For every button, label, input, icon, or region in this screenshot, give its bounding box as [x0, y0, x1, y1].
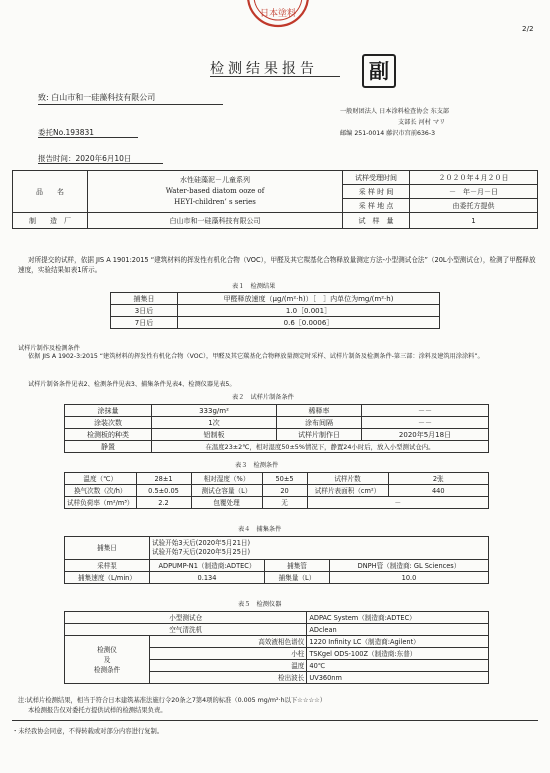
footer-divider: [12, 720, 538, 721]
speed-value: 0.134: [150, 572, 265, 584]
prep-label: 涂装次数: [65, 417, 152, 429]
cond-cell: 无: [262, 497, 307, 509]
sampling-time-value: － 年－月－日: [410, 185, 538, 199]
table1-title: 表１ 检测结果: [232, 283, 276, 290]
pump-label: 采样泵: [65, 560, 150, 572]
column-label: 小柱: [150, 648, 307, 660]
chamber-value: ADPAC System（制造商:ADTEC）: [307, 612, 489, 624]
table5-title: 表５ 检测仪器: [238, 601, 282, 608]
hplc-label: 高效液相色谱仪: [150, 636, 307, 648]
temperature-value: 40℃: [307, 660, 489, 672]
prep-value: 1次: [152, 417, 277, 429]
instrument-group-label: 检测仪 及 检测条件: [65, 636, 150, 684]
report-title: 检测结果报告: [210, 61, 318, 77]
cond-cell: 2.2: [136, 497, 191, 509]
table3-title: 表３ 检测条件: [235, 462, 279, 469]
prep-label: 稀释率: [277, 405, 362, 417]
collect-day-value: 试验开始3天后(2020年5月21日) 试验开始7天后(2020年5月25日): [150, 537, 489, 560]
issuer-line2: 支部长 河村 マリ: [398, 119, 446, 126]
purifier-value: ADclean: [307, 624, 489, 636]
prep-label: 检测板的种类: [65, 429, 152, 441]
wavelength-value: UV360nm: [307, 672, 489, 684]
sampling-place-value: 由委托方提供: [410, 199, 538, 213]
column-value: TSKgel ODS-100Z（制造商:东普）: [307, 648, 489, 660]
hplc-value: 1220 Infinity LC（制造商:Agilent）: [307, 636, 489, 648]
cond-cell: 包覆处理: [191, 497, 262, 509]
cond-cell: 相对湿度（%）: [191, 473, 262, 485]
sample-prep-table: [64, 404, 489, 453]
note-standard: 注:试样片检测结果，相当于符合日本建筑基准法施行令20条之7第4项的标准（0.005 mg/m²·h以下☆☆☆☆）: [18, 697, 327, 704]
table1-row-value: 1.0［0.001］: [178, 305, 440, 317]
sample-amount-value: 1: [410, 213, 538, 229]
tube-label: 捕集管: [265, 560, 330, 572]
prep-label: 涂抹量: [65, 405, 152, 417]
prep-value: －－: [362, 405, 489, 417]
test-conditions-table: [64, 472, 489, 509]
cond-cell: 换气次数（次/h）: [65, 485, 137, 497]
issuer-line3: 邮编 251-0014 藤沢市宫前636-3: [340, 130, 436, 137]
prep-value: 2020年5月18日: [362, 429, 489, 441]
cond-cell: 测试仓容量（L）: [191, 485, 262, 497]
client-name: 致: 白山市和一硅藻科技有限公司: [38, 92, 223, 105]
prep-label: 试样片制作日: [277, 429, 362, 441]
chamber-label: 小型测试仓: [65, 612, 307, 624]
cond-cell: 试样负荷率（m²/m³）: [65, 497, 137, 509]
prep-value: －－: [362, 417, 489, 429]
issuer-line1: 一般财团法人 日本涂料检查协会 东支部: [340, 108, 450, 115]
receipt-date-label: 试样受理时间: [343, 171, 410, 185]
table1-header-day: 捕集日: [111, 293, 178, 305]
product-name: 水性硅藻泥－儿童系列 Water-based diatom ooze of HEYI-children’ s series: [88, 171, 343, 213]
wavelength-label: 检出波长: [150, 672, 307, 684]
receipt-date-value: ２０２０年４月２０日: [410, 171, 538, 185]
association-seal: [242, 0, 314, 30]
collection-table: [64, 536, 489, 584]
page-number: 2/2: [522, 24, 534, 33]
sample-info-table: [12, 170, 538, 229]
amount-label: 捕集量（L）: [265, 572, 330, 584]
title-underline: [210, 76, 340, 77]
table1-row-day: 7日后: [111, 317, 178, 329]
cond-cell: 2张: [388, 473, 488, 485]
static-value: 在温度23±2℃，相对湿度50±5%情况下，静置24小时后，放入小型测试仓内。: [152, 441, 489, 453]
tube-value: DNPH管（制造商: GL Sciences）: [330, 560, 489, 572]
amount-value: 10.0: [330, 572, 489, 584]
instrument-table: [64, 611, 489, 684]
maker-value: 白山市和一硅藻科技有限公司: [88, 213, 343, 229]
svg-text:日本塗料: 日本塗料: [259, 9, 297, 19]
result-table: [110, 292, 440, 329]
purifier-label: 空气清洗机: [65, 624, 307, 636]
copy-mark: 副: [362, 54, 396, 88]
product-label: 品 名: [13, 171, 88, 213]
cond-cell: 试样片表面积（cm²）: [307, 485, 388, 497]
prep-label: 涂布间隔: [277, 417, 362, 429]
cond-cell: 试样片数: [307, 473, 388, 485]
cond-cell: －: [307, 497, 488, 509]
maker-label: 制 造 厂: [13, 213, 88, 229]
cond-cell: 温度（℃）: [65, 473, 137, 485]
footer-note: ・未经我协会同意，不得转载或对部分内容进行复制。: [12, 728, 164, 735]
table4-title: 表４ 捕集条件: [238, 526, 282, 533]
cond-cell: 28±1: [136, 473, 191, 485]
pump-value: ADPUMP-N1（制造商:ADTEC）: [150, 560, 265, 572]
prep-value: 333g/m²: [152, 405, 277, 417]
cond-cell: 440: [388, 485, 488, 497]
prep-value: 铝制板: [152, 429, 277, 441]
sampling-time-label: 采 样 时 间: [343, 185, 410, 199]
cond-cell: 0.5±0.05: [136, 485, 191, 497]
table1-header-rate: 甲醛释放速度（μg/(m²·h)）［ ］内单位为mg/(m²·h): [178, 293, 440, 305]
temperature-label: 温度: [150, 660, 307, 672]
cond-cell: 50±5: [262, 473, 307, 485]
table1-row-value: 0.6［0.0006］: [178, 317, 440, 329]
method-text: 依据 JIS A 1902-3:2015 “建筑材料的挥发性有机化合物（VOC），甲醛及其它羰基化合物释放量测定时采样、试样片制备及检测条件-第三部：涂料及建筑用涂涂料”。: [28, 353, 484, 360]
sampling-place-label: 采 样 地 点: [343, 199, 410, 213]
cond-cell: 20: [262, 485, 307, 497]
method-text2: 试样片制备条件见表2、检测条件见表3、捕集条件见表4、检测仪器见表5。: [28, 381, 236, 388]
static-label: 静置: [65, 441, 152, 453]
note-responsibility: 本检测报告仅对委托方提供试样的检测结果负责。: [28, 707, 167, 714]
collect-day-label: 捕集日: [65, 537, 150, 560]
commission-number: 委托No.193831: [38, 128, 138, 138]
table1-row-day: 3日后: [111, 305, 178, 317]
report-date: 报告时间：2020年6月10日: [38, 154, 163, 164]
sample-amount-label: 试 样 量: [343, 213, 410, 229]
intro-paragraph: 对所提交的试样，依据 JIS A 1901:2015 “建筑材料的挥发性有机化合物（VOC），甲醛及其它羰基化合物释放量测定方法-小型测试仓法”（20L小型测试仓），检测了甲醛释放速度，实验结果如表1所示。: [18, 256, 536, 274]
speed-label: 捕集速度（L/min）: [65, 572, 150, 584]
method-heading: 试样片制作及检测条件: [18, 345, 80, 352]
table2-title: 表２ 试样片制备条件: [232, 394, 294, 401]
